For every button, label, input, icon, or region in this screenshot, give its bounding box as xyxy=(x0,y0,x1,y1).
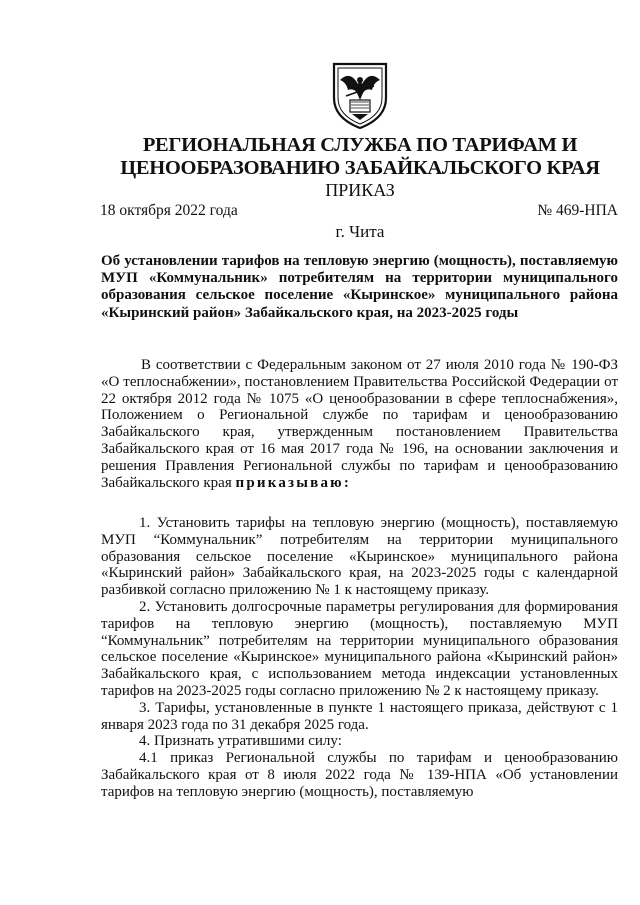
order-date: 18 октября 2022 года xyxy=(100,202,238,219)
document-type: ПРИКАЗ xyxy=(325,180,395,200)
order-item-1: 1. Установить тарифы на тепловую энергию (мощность), поставляемую МУП “Коммунальник” потребителям на территории муниципального образования сельское поселение «Кыринское» муниципального района «Кыринский район» Забайкальского края, на 2023-2025 годы с календарной разбивкой согласно приложению № 1 к настоящему приказу. xyxy=(101,515,618,599)
order-item-4-1: 4.1 приказ Региональной службы по тарифам и ценообразованию Забайкальского края от 8 июля 2022 года № 139-НПА «Об установлении тарифов на тепловую энергию (мощность), поставляемую xyxy=(101,750,618,800)
org-title-line2: ЦЕНООБРАЗОВАНИЮ ЗАБАЙКАЛЬСКОГО КРАЯ xyxy=(120,157,600,179)
order-number: № 469-НПА xyxy=(537,202,618,219)
order-item-2: 2. Установить долгосрочные параметры регулирования для формирования тарифов на тепловую энергию (мощность), поставляемую МУП “Коммунальник” потребителям на территории муниципального образования сельское поселение «Кыринское» муниципального района «Кыринский район» Забайкальского края, с использованием метода индексации установленных тарифов на 2023-2025 годы согласно приложению № 2 к настоящему приказу. xyxy=(101,598,618,699)
city: г. Чита xyxy=(335,222,385,241)
order-item-4: 4. Признать утратившими силу: xyxy=(139,733,342,750)
order-items xyxy=(101,515,618,801)
preamble-text: В соответствии с Федеральным законом от 27 июля 2010 года № 190-ФЗ «О теплоснабжении», постановлением Правительства Российской Федерации от 22 октября 2012 года № 1075 «О ценообразовании в сфере теплоснабжения», Положением о Региональной службе по тарифам и ценообразованию Забайкальского края, утвержденным постановлением Правительства Забайкальского края от 16 мая 2017 года № 196, на основании заключения и решения Правления Региональной службы по тарифам и ценообразованию Забайкальского края xyxy=(101,357,618,491)
order-subject: Об установлении тарифов на тепловую энергию (мощность), поставляемую МУП «Коммунальник» потребителям на территории муниципального образования сельское поселение «Кыринское» муниципального района «Кыринский район» Забайкальского края, на 2023-2025 годы xyxy=(101,253,618,321)
org-title-line1: РЕГИОНАЛЬНАЯ СЛУЖБА ПО ТАРИФАМ И xyxy=(142,134,578,156)
preamble xyxy=(101,357,618,491)
coat-of-arms-icon xyxy=(328,60,392,130)
orders-keyword: приказываю: xyxy=(235,474,352,491)
order-item-3: 3. Тарифы, установленные в пункте 1 настоящего приказа, действуют с 1 января 2023 года по 31 декабря 2025 года. xyxy=(101,699,618,733)
